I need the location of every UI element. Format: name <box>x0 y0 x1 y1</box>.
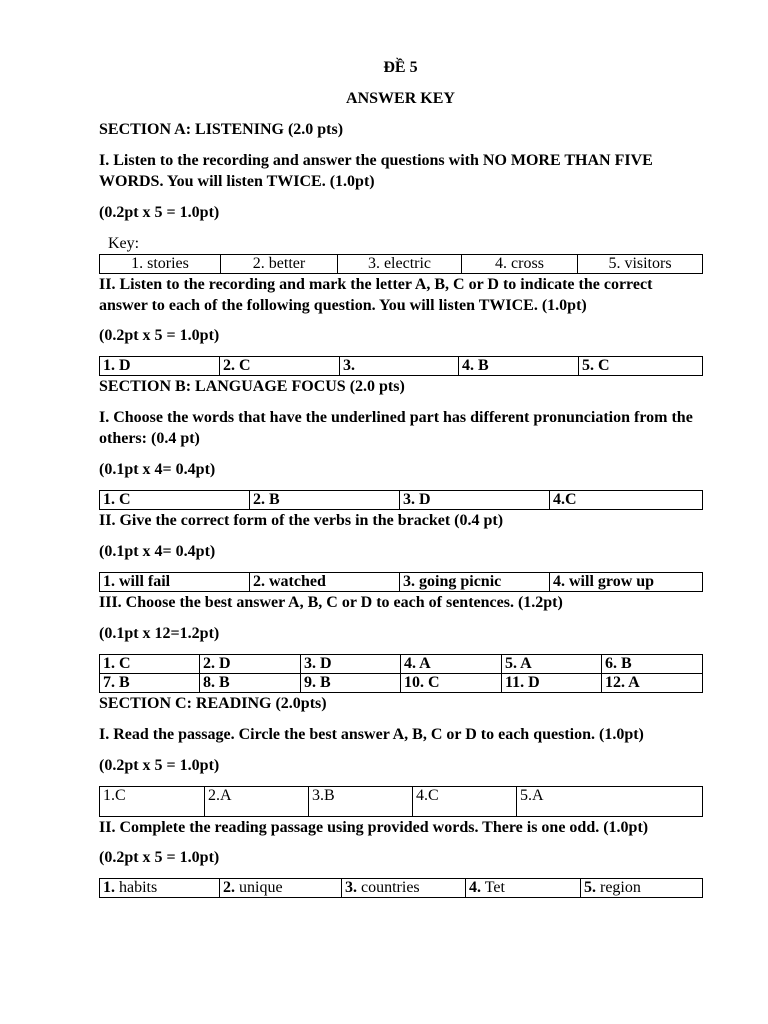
answer-cell: 4. B <box>459 357 579 376</box>
answer-cell: 4. will grow up <box>550 573 703 592</box>
answer-cell: 4.C <box>413 787 517 817</box>
section-a-part1-scoring: (0.2pt x 5 = 1.0pt) <box>99 204 220 221</box>
answer-cell: 1. D <box>100 357 220 376</box>
answer-cell <box>220 879 342 898</box>
answer-cell: 1. C <box>100 491 250 510</box>
answer-word: Tet <box>484 879 505 896</box>
answer-cell: 4. A <box>401 655 502 674</box>
table-row <box>100 674 703 693</box>
exam-number: ĐỀ 5 <box>383 59 418 76</box>
answer-cell: 5. C <box>579 357 703 376</box>
section-b-part2-answer-table <box>99 572 703 592</box>
document-body <box>99 57 702 898</box>
section-a-part2-instruction: II. Listen to the recording and mark the letter A, B, C or D to indicate the correct answer to each of the following question. You will listen TWICE. (1.0pt) <box>99 276 653 314</box>
section-a-part1-instruction: I. Listen to the recording and answer the questions with NO MORE THAN FIVE WORDS. You will listen TWICE. (1.0pt) <box>99 152 653 190</box>
answer-cell: 8. B <box>200 674 301 693</box>
answer-cell: 1. stories <box>100 255 221 274</box>
section-a-part2-scoring: (0.2pt x 5 = 1.0pt) <box>99 327 220 344</box>
answer-cell: 3. going picnic <box>400 573 550 592</box>
answer-word: region <box>600 879 641 896</box>
key-label: Key: <box>108 235 140 252</box>
answer-cell: 10. C <box>401 674 502 693</box>
answer-number: 2. <box>223 879 235 896</box>
answer-cell: 4.C <box>550 491 703 510</box>
answer-cell: 2. better <box>221 255 338 274</box>
answer-cell: 3. D <box>301 655 401 674</box>
section-c-part1-answer-table <box>99 786 703 817</box>
answer-cell <box>342 879 466 898</box>
section-b-part2-scoring: (0.1pt x 4= 0.4pt) <box>99 543 216 560</box>
answer-cell: 2. watched <box>250 573 400 592</box>
answer-cell: 7. B <box>100 674 200 693</box>
section-c-heading: SECTION C: READING (2.0pts) <box>99 695 327 712</box>
section-a-heading: SECTION A: LISTENING (2.0 pts) <box>99 121 344 138</box>
answer-number: 1. <box>103 879 115 896</box>
answer-cell: 3. D <box>400 491 550 510</box>
answer-cell <box>466 879 581 898</box>
answer-number: 4. <box>469 879 481 896</box>
answer-cell <box>100 879 220 898</box>
section-b-part3-instruction: III. Choose the best answer A, B, C or D to each of sentences. (1.2pt) <box>99 594 563 611</box>
answer-cell: 3.B <box>309 787 413 817</box>
page-title: ANSWER KEY <box>346 90 455 107</box>
table-row <box>100 255 703 274</box>
table-row <box>100 357 703 376</box>
section-b-part3-scoring: (0.1pt x 12=1.2pt) <box>99 625 220 642</box>
answer-cell: 2.A <box>205 787 309 817</box>
answer-cell: 2. B <box>250 491 400 510</box>
section-c-part2-answer-table <box>99 878 703 898</box>
section-b-part1-instruction: I. Choose the words that have the underlined part has different pronunciation from the others: (0.4 pt) <box>99 409 693 447</box>
answer-cell: 1. will fail <box>100 573 250 592</box>
section-c-part2-instruction: II. Complete the reading passage using provided words. There is one odd. (1.0pt) <box>99 819 649 836</box>
section-b-heading: SECTION B: LANGUAGE FOCUS (2.0 pts) <box>99 378 405 395</box>
section-c-part2-scoring: (0.2pt x 5 = 1.0pt) <box>99 849 220 866</box>
table-row <box>100 655 703 674</box>
answer-cell: 3. electric <box>338 255 462 274</box>
section-b-part2-instruction: II. Give the correct form of the verbs in the bracket (0.4 pt) <box>99 512 504 529</box>
answer-number: 5. <box>584 879 596 896</box>
section-c-part1-instruction: I. Read the passage. Circle the best answer A, B, C or D to each question. (1.0pt) <box>99 726 644 743</box>
answer-cell: 5. visitors <box>578 255 703 274</box>
answer-cell: 12. A <box>602 674 703 693</box>
answer-number: 3. <box>345 879 357 896</box>
section-b-part1-scoring: (0.1pt x 4= 0.4pt) <box>99 461 216 478</box>
answer-cell: 1.C <box>100 787 205 817</box>
answer-cell: 4. cross <box>462 255 578 274</box>
answer-cell: 2. C <box>220 357 340 376</box>
section-b-part1-answer-table <box>99 490 703 510</box>
answer-cell: 1. C <box>100 655 200 674</box>
table-row <box>100 879 703 898</box>
answer-cell: 2. D <box>200 655 301 674</box>
answer-word: countries <box>361 879 420 896</box>
answer-cell: 5. A <box>502 655 602 674</box>
answer-cell: 9. B <box>301 674 401 693</box>
table-row <box>100 573 703 592</box>
table-row <box>100 787 703 817</box>
answer-cell: 3. <box>340 357 459 376</box>
answer-cell: 6. B <box>602 655 703 674</box>
answer-cell: 5.A <box>517 787 703 817</box>
section-a-part2-answer-table <box>99 356 703 376</box>
table-row <box>100 491 703 510</box>
section-b-part3-answer-table <box>99 654 703 693</box>
answer-word: unique <box>239 879 283 896</box>
section-c-part1-scoring: (0.2pt x 5 = 1.0pt) <box>99 757 220 774</box>
answer-cell: 11. D <box>502 674 602 693</box>
answer-cell <box>581 879 703 898</box>
answer-word: habits <box>119 879 158 896</box>
section-a-part1-answer-table <box>99 254 703 274</box>
